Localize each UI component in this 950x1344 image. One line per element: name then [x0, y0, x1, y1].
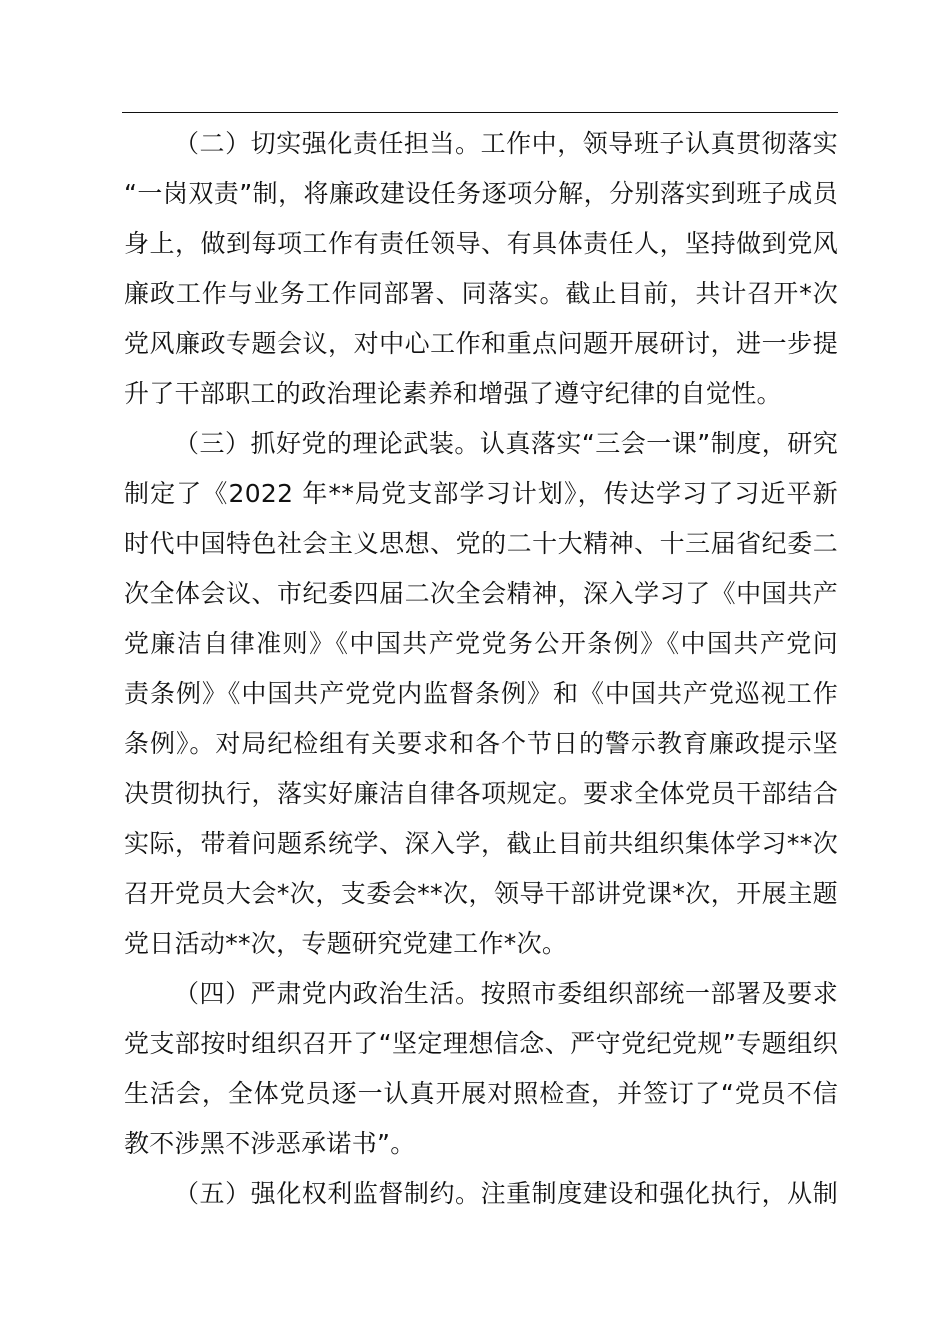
text-line: 党廉洁自律准则》《中国共产党党务公开条例》《中国共产党问	[124, 629, 838, 658]
text-line: 廉政工作与业务工作同部署、同落实。截止目前，共计召开*次	[124, 279, 838, 308]
text-line: 决贯彻执行，落实好廉洁自律各项规定。要求全体党员干部结合	[124, 779, 838, 808]
text-line: 制定了《2022 年**局党支部学习计划》，传达学习了习近平新	[124, 479, 838, 508]
text-line: （四）严肃党内政治生活。按照市委组织部统一部署及要求	[174, 979, 838, 1008]
text-line: 升了干部职工的政治理论素养和增强了遵守纪律的自觉性。	[124, 379, 782, 408]
text-line: 实际，带着问题系统学、深入学，截止目前共组织集体学习**次	[124, 829, 838, 858]
text-line: （二）切实强化责任担当。工作中，领导班子认真贯彻落实	[174, 129, 838, 158]
header-rule	[122, 112, 838, 113]
text-line: （三）抓好党的理论武装。认真落实“三会一课”制度，研究	[174, 429, 838, 458]
text-line: “一岗双责”制，将廉政建设任务逐项分解，分别落实到班子成员	[124, 179, 838, 208]
text-line: 教不涉黑不涉恶承诺书”。	[124, 1129, 416, 1158]
text-line: 党日活动**次，专题研究党建工作*次。	[124, 929, 568, 958]
text-line: 生活会，全体党员逐一认真开展对照检查，并签订了“党员不信	[124, 1079, 838, 1108]
text-line: 条例》。对局纪检组有关要求和各个节日的警示教育廉政提示坚	[124, 729, 838, 758]
text-line: 责条例》《中国共产党党内监督条例》和《中国共产党巡视工作	[124, 679, 838, 708]
text-line: 党风廉政专题会议，对中心工作和重点问题开展研讨，进一步提	[124, 329, 838, 358]
text-line: 时代中国特色社会主义思想、党的二十大精神、十三届省纪委二	[124, 529, 838, 558]
text-line: 召开党员大会*次，支委会**次，领导干部讲党课*次，开展主题	[124, 879, 838, 908]
text-line: 身上，做到每项工作有责任领导、有具体责任人，坚持做到党风	[124, 229, 838, 258]
text-line: 次全体会议、市纪委四届二次全会精神，深入学习了《中国共产	[124, 579, 838, 608]
text-line: （五）强化权利监督制约。注重制度建设和强化执行，从制	[174, 1179, 838, 1208]
text-line: 党支部按时组织召开了“坚定理想信念、严守党纪党规”专题组织	[124, 1029, 838, 1058]
